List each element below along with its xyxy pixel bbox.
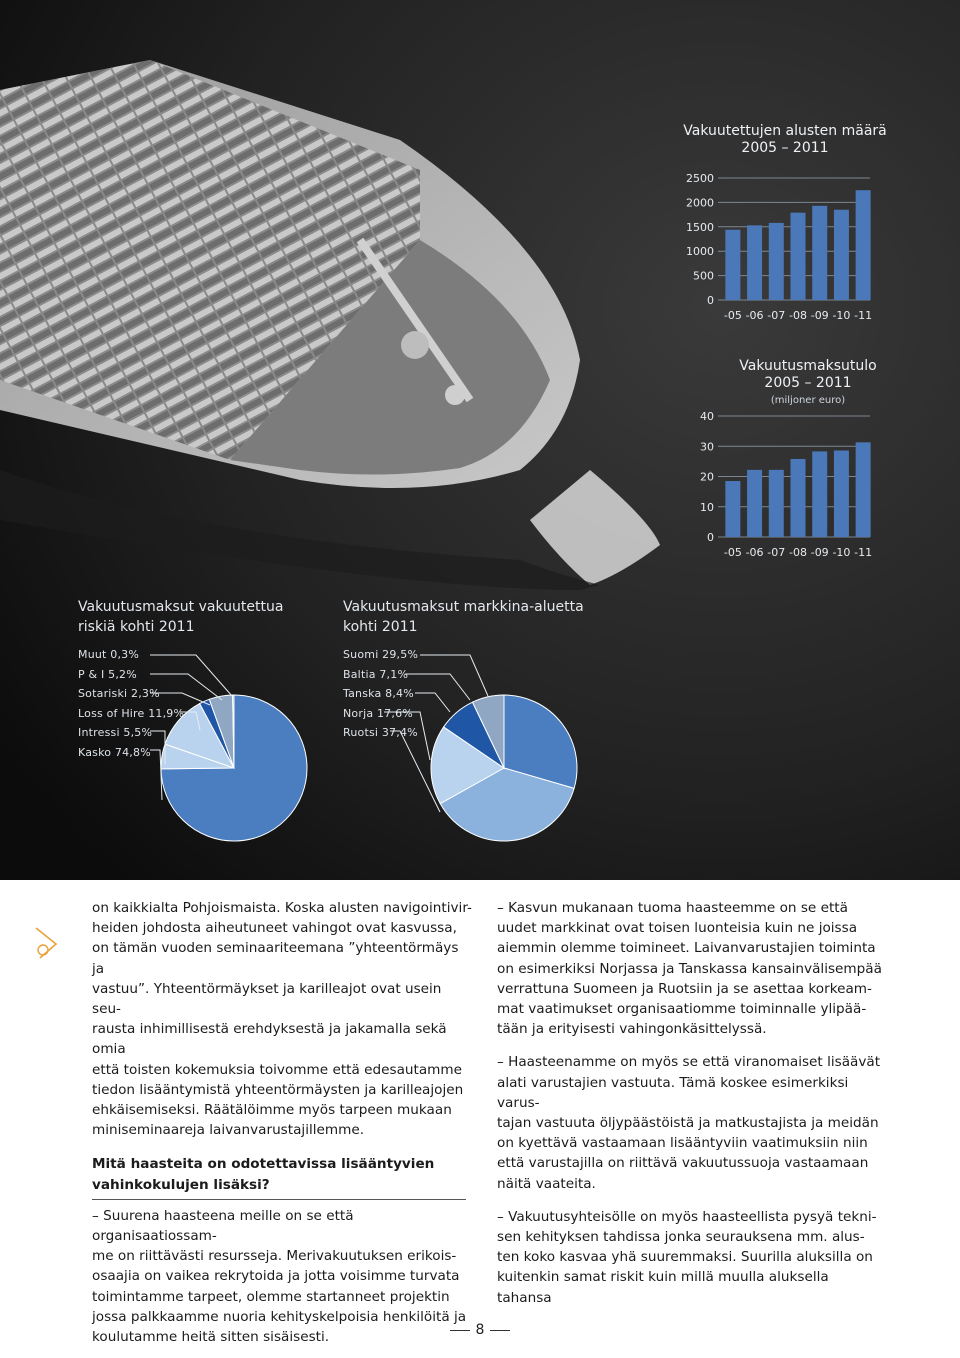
pie1-label-pi: P & I 5,2% [78,667,137,681]
left-para-1-line: heiden johdosta aiheutuneet vahingot ovat kasvussa, [92,920,457,937]
chart2-xtick-label: -09 [810,546,829,559]
left-para-1-line: on kaikkialta Pohjoismaista. Koska alusten navigointivir- [92,900,472,916]
paragraph-gap [497,1039,887,1052]
chart2-xtick-label: -10 [832,546,851,559]
pie2-leader-line [415,693,450,712]
chart1-ytick-label: 2500 [686,172,714,185]
right-para-1-line: on esimerkiksi Norjassa ja Tanskassa kansainvälisempää [497,960,882,977]
pie2-label-ruotsi: Ruotsi 37,4% [343,726,418,739]
left-para-2-line: koulutamme heitä sitten sisäisesti. [92,1329,330,1346]
right-para-1-line: tään ja erityisesti vahingonkäsittelyssä. [497,1021,767,1038]
chart1-xtick-label: -06 [745,309,764,322]
chart1-title: Vakuutettujen alusten määrä [683,123,887,139]
chart2-unit: (miljoner euro) [770,395,846,406]
right-para-2 [497,1052,887,1193]
page-number-value: 8 [475,1322,485,1338]
chart1-xtick-label: -09 [810,309,829,322]
chart2-ytick-label: 10 [700,500,714,514]
right-para-2-line: että varustajilla on riittävä vakuutussuoja vastaamaan [497,1155,869,1172]
left-column [92,898,472,1347]
chart2-xtick-label: -08 [789,546,807,559]
right-para-2-line: näitä vaateita. [497,1175,596,1192]
pie2-leader-line [384,712,430,760]
page-number-dash-left [450,1330,470,1331]
pie1-title-line-2: riskiä kohti 2011 [78,619,195,635]
left-para-1 [92,898,472,1140]
chart1-xtick-label: -05 [723,309,742,322]
chart1-xtick-label: -10 [832,309,851,322]
question-line: vahinkokulujen lisäksi? [92,1176,270,1193]
pie2-title-line-1: Vakuutusmaksut markkina-aluetta [343,599,584,615]
left-para-2-line: me on riittävästi resursseja. Merivakuutuksen erikois- [92,1248,457,1265]
right-para-1-line: uudet markkinat ovat toisen luonteisia kuin ne joissa [497,920,858,937]
left-para-1-line: miniseminaareja laivanvarustajillemme. [92,1122,365,1139]
left-para-2-line: – Suurena haasteena meille on se että organisaatiossam- [92,1207,354,1245]
chart2-ytick-label: 20 [700,470,714,484]
pie2-label-suomi: Suomi 29,5% [343,648,419,661]
chart2-xtick-label: -06 [745,546,764,559]
question-divider [92,1199,466,1200]
chart1-subtitle: 2005 – 2011 [741,140,829,156]
right-para-2-line: tajan vastuuta öljypäästöistä ja matkustajista ja meidän [497,1115,879,1132]
chart1-xtick-label: -08 [789,309,807,322]
chart1-ytick-label: 500 [693,269,714,283]
chart1-ytick-label: 1500 [686,220,714,234]
chart2-ytick-label: 30 [700,440,714,454]
chart2-title: Vakuutusmaksutulo [739,358,877,374]
arrow-marker-icon [34,926,60,960]
left-para-1-line: rausta inhimillisestä erehdyksestä ja jakamalla sekä omia [92,1021,447,1058]
pie2-label-norja: Norja 17,6% [343,706,413,720]
pie2-label-tanska: Tanska 8,4% [343,687,414,700]
chart2-xtick-label: -11 [854,546,873,559]
pie1-label-loss-of-hire: Loss of Hire 11,9% [78,706,185,720]
left-para-2-line: jossa palkkaamme nuoria kehityskelpoisia henkilöitä ja [92,1308,467,1325]
chart2-xtick-label: -05 [723,546,742,559]
right-para-2-line: – Haasteenamme on myös se että viranomaiset lisäävät [497,1054,881,1071]
chart1-ytick-label: 2000 [686,196,714,210]
left-para-2-line: osaajia on vaikea rekrytoida ja jotta voisimme turvata [92,1268,460,1285]
chart2-subtitle: 2005 – 2011 [764,375,852,391]
pie1-leader-line [150,674,222,700]
pie1-leader-line [150,750,162,800]
right-para-3-line: ten koko kasvaa yhä suuremmaksi. Suurilla aluksilla on [497,1249,873,1266]
left-para-1-line: että toisten kokemuksia toivomme että edesautamme [92,1061,463,1078]
right-para-3-line: sen kehityksen tahdissa jonka seurauksena mm. alus- [497,1229,865,1246]
left-para-2 [92,1206,472,1347]
left-para-1-line: tiedon lisääntymistä yhteentörmäysten ja karilleajojen [92,1081,464,1098]
right-para-1-line: – Kasvun mukanaan tuoma haasteemme on se että [497,900,848,916]
pie2-leader-line [420,655,488,696]
pie2-title-line-2: kohti 2011 [343,619,418,635]
page-number-dash-right [490,1330,510,1331]
left-para-1-line: on tämän vuoden seminaariteemana ”yhteentörmäys ja [92,940,459,977]
chart2-ytick-label: 40 [700,410,714,423]
chart1-ytick-label: 1000 [686,245,714,259]
pie1-title-line-1: Vakuutusmaksut vakuutettua [78,599,284,615]
chart1-xtick-label: -11 [854,309,873,322]
pie1-label-intressi: Intressi 5,5% [78,726,153,739]
pie1-leader-line [150,655,232,696]
pie1-label-muut: Muut 0,3% [78,648,139,661]
left-para-2-line: toimintamme tarpeet, olemme startanneet projektin [92,1288,450,1305]
right-column [497,898,887,1308]
right-para-1-line: verrattuna Suomeen ja Ruotsiin ja se asettaa korkeam- [497,980,872,997]
left-para-1-line: ehkäisemiseksi. Räätälöimme myös tarpeen mukaan [92,1102,452,1119]
right-para-1 [497,898,887,1039]
right-para-2-line: on kyettävä vastaamaan lisääntyviin vaatimuksiin niin [497,1135,868,1152]
right-para-1-line: aiemmin olemme toimineet. Laivanvarustajien toiminta [497,940,876,957]
right-para-3-line: – Vakuutusyhteisölle on myös haasteellista pysyä tekni- [497,1208,877,1225]
pie1-label-kasko: Kasko 74,8% [78,745,151,759]
pie1-label-sotariski: Sotariski 2,3% [78,687,160,700]
chart2-xtick-label: -07 [767,546,786,559]
question-line: Mitä haasteita on odotettavissa lisääntyvien [92,1156,435,1173]
question-heading [92,1154,472,1194]
right-para-3 [497,1207,887,1308]
chart1-ytick-label: 0 [707,294,714,307]
page-number [440,1322,520,1338]
chart1-xtick-label: -07 [767,309,786,322]
paragraph-gap [497,1194,887,1207]
left-para-1-line: vastuu”. Yhteentörmäykset ja karilleajot ovat usein seu- [92,980,442,1018]
chart2-ytick-label: 0 [707,531,714,544]
right-para-3-line: kuitenkin samat riskit kuin millä muulla aluksella tahansa [497,1269,829,1306]
right-para-1-line: mat vaatimukset organisaatiomme toiminnalle ylipää- [497,1001,867,1018]
pie2-label-baltia: Baltia 7,1% [343,667,409,681]
right-para-2-line: alati varustajien vastuuta. Tämä koskee esimerkiksi varus- [497,1074,849,1111]
